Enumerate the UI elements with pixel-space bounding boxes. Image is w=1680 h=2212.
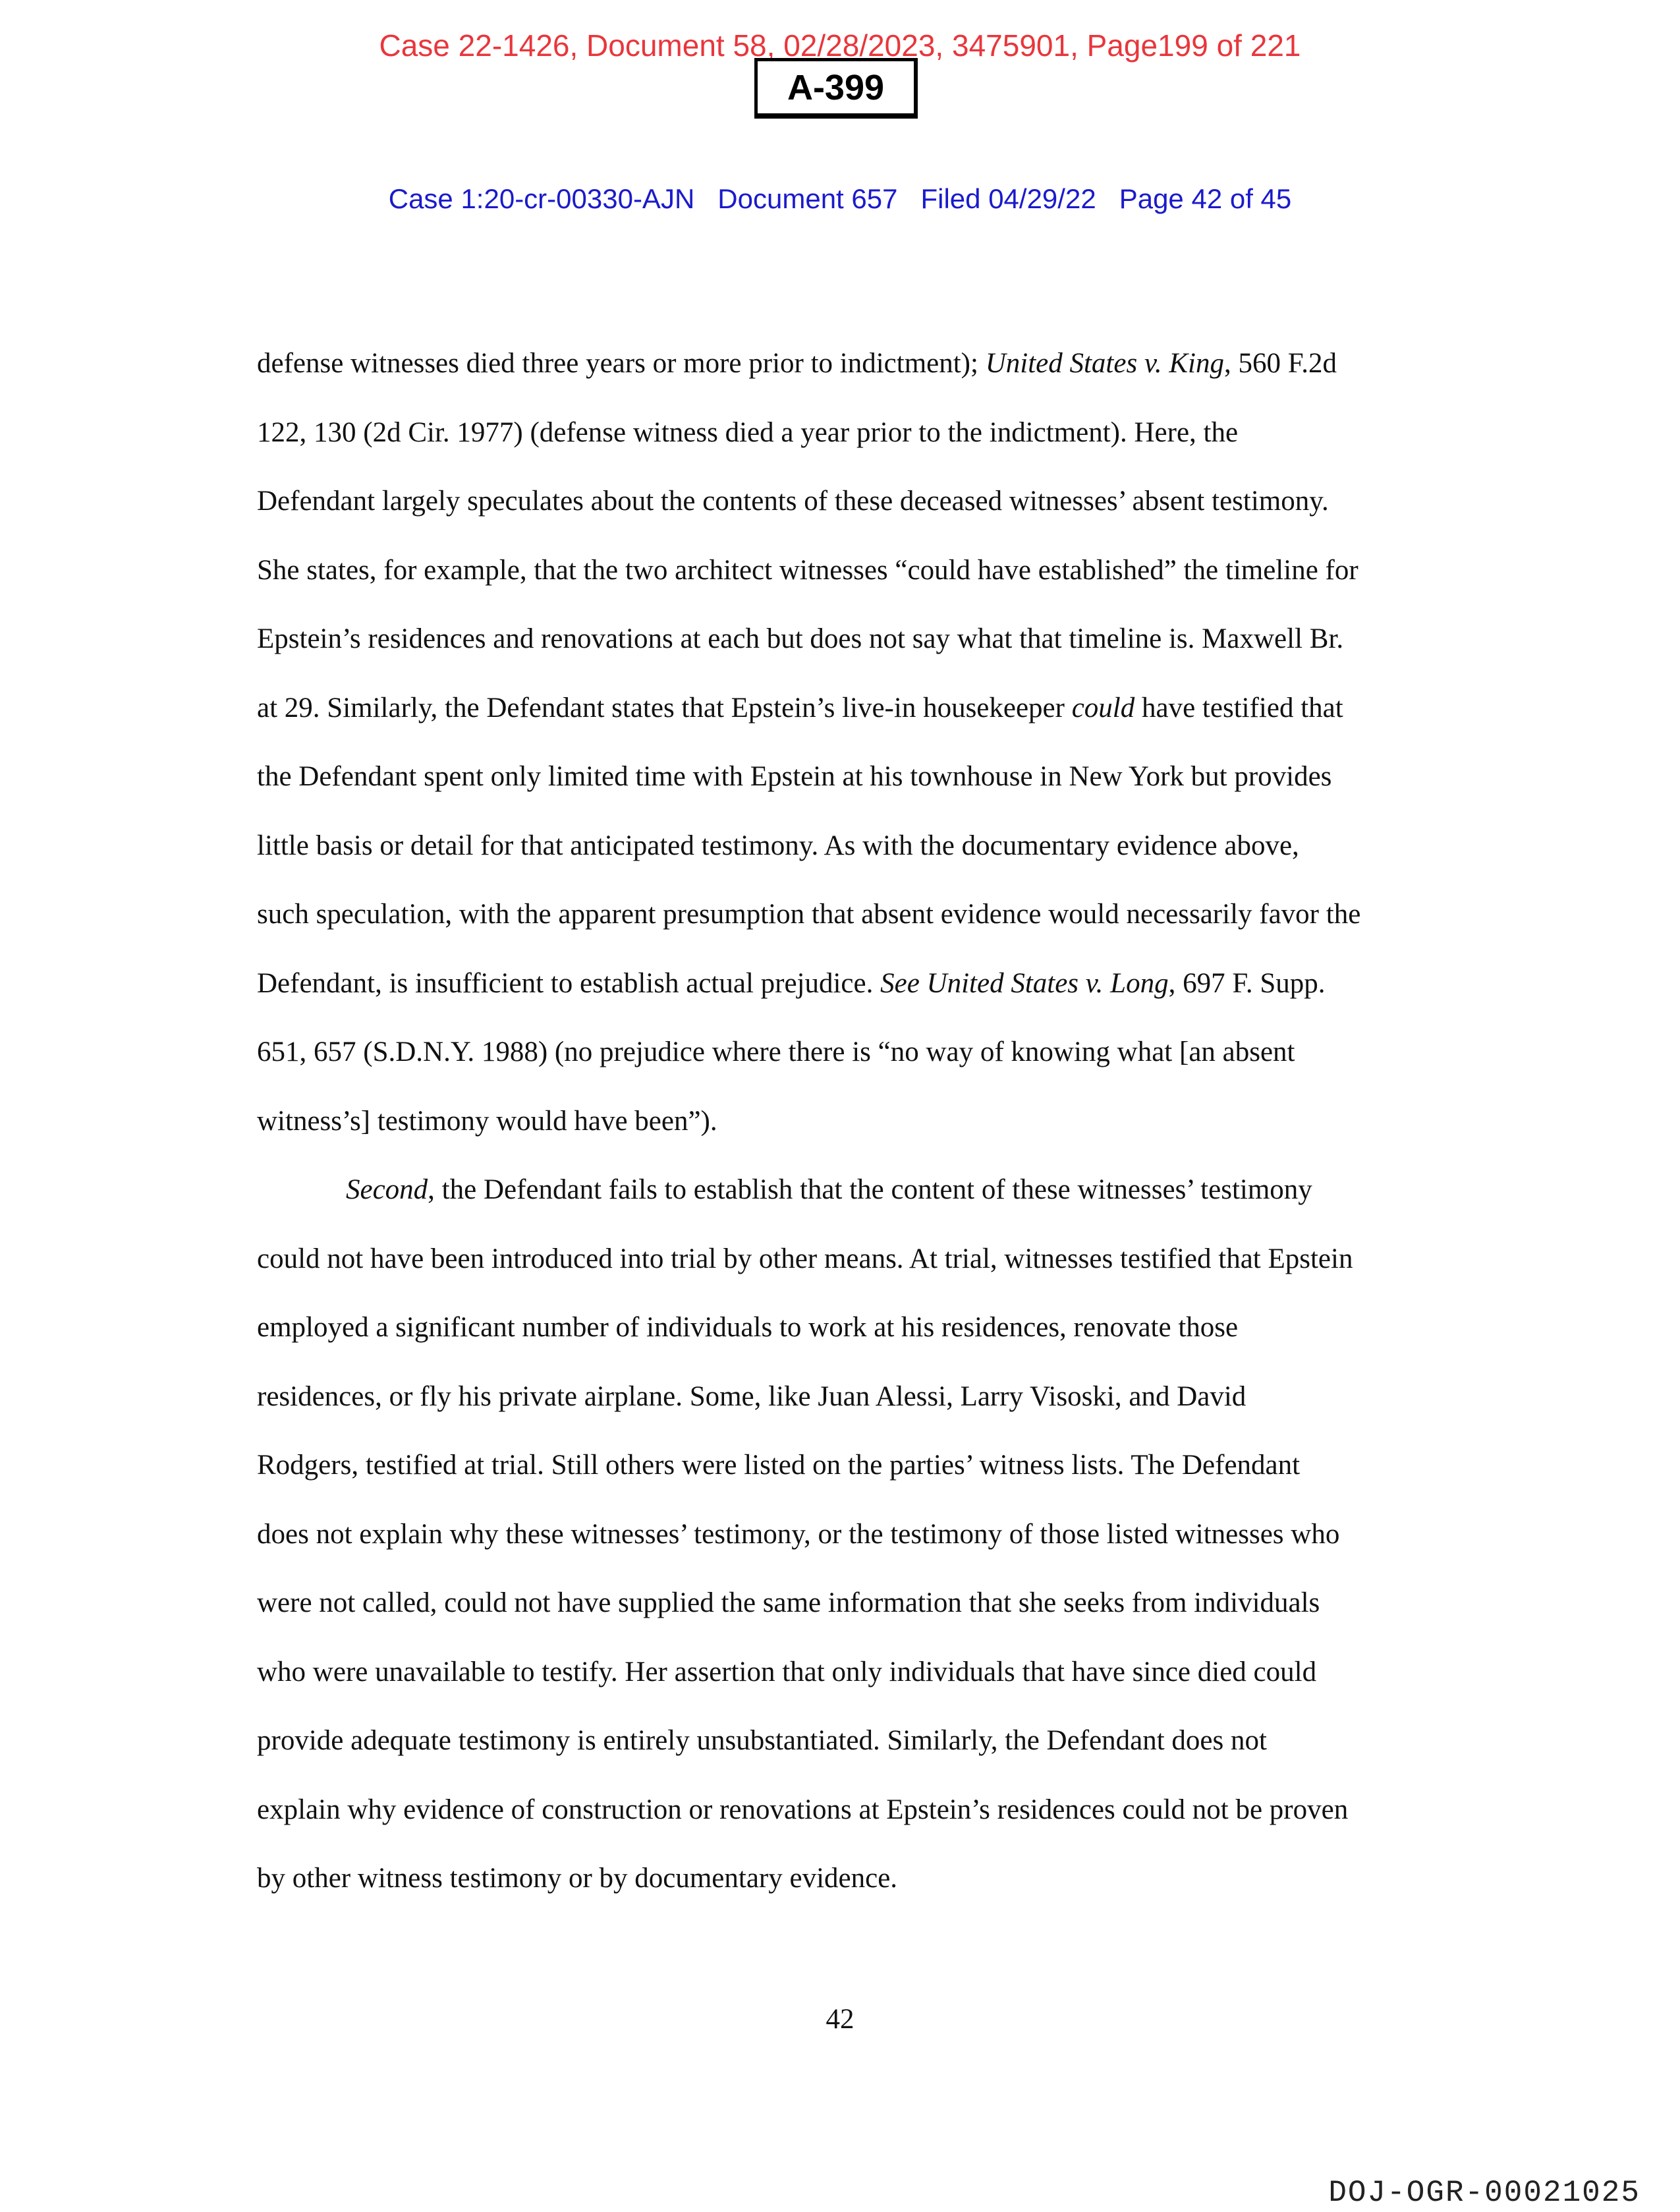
- text-line: [257, 467, 1430, 536]
- text-run: by other witness testimony or by documentary evidence.: [257, 1863, 898, 1894]
- text-line: [257, 1087, 1430, 1156]
- text-run: have testified that: [1134, 692, 1343, 723]
- text-run: who were unavailable to testify. Her assertion that only individuals that have since died could: [257, 1656, 1317, 1687]
- text-run: , 560 F.2d: [1223, 348, 1337, 379]
- page-number: 42: [826, 2004, 854, 2035]
- text-line: [257, 674, 1430, 743]
- document-body: [257, 329, 1430, 1914]
- document-number: Document 657: [717, 183, 898, 214]
- text-run: 122, 130 (2d Cir. 1977) (defense witness died a year prior to the indictment). Here, the: [257, 416, 1239, 448]
- text-line: [257, 1363, 1430, 1432]
- text-line: [257, 1431, 1430, 1500]
- text-run: witness’s] testimony would have been”).: [257, 1105, 717, 1137]
- text-line: [257, 329, 1430, 399]
- text-line: [257, 536, 1430, 606]
- text-run: provide adequate testimony is entirely unsubstantiated. Similarly, the Defendant does not: [257, 1725, 1267, 1756]
- text-run: explain why evidence of construction or renovations at Epstein’s residences could not be proven: [257, 1794, 1349, 1825]
- appellate-case-stamp: Case 22-1426, Document 58, 02/28/2023, 3475901, Page199 of 221: [379, 28, 1301, 63]
- text-run: residences, or fly his private airplane. Some, like Juan Alessi, Larry Visoski, and David: [257, 1380, 1246, 1412]
- text-line: [257, 1776, 1430, 1845]
- text-line: [257, 1156, 1430, 1225]
- text-run: She states, for example, that the two architect witnesses “could have established” the timeline for: [257, 554, 1358, 586]
- text-line: [257, 1638, 1430, 1707]
- page-of-pages: Page 42 of 45: [1119, 183, 1292, 214]
- text-line: [257, 399, 1430, 468]
- text-run: Rodgers, testified at trial. Still others were listed on the parties’ witness lists. The Defendant: [257, 1450, 1301, 1481]
- district-court-header: [0, 183, 1680, 215]
- text-run: defense witnesses died three years or more prior to indictment);: [257, 348, 986, 379]
- text-line: [257, 1500, 1430, 1570]
- bates-number: DOJ-OGR-00021025: [1328, 2176, 1640, 2210]
- case-citation-italic: could: [1071, 692, 1135, 723]
- text-run: could not have been introduced into trial by other means. At trial, witnesses testified that Epstein: [257, 1243, 1353, 1274]
- text-run: 651, 657 (S.D.N.Y. 1988) (no prejudice where there is “no way of knowing what [an absent: [257, 1036, 1295, 1067]
- text-run: Epstein’s residences and renovations at each but does not say what that timeline is. Maxwell Br.: [257, 623, 1344, 654]
- exhibit-label: A-399: [787, 67, 885, 107]
- text-run: Defendant, is insufficient to establish actual prejudice.: [257, 967, 881, 999]
- case-citation-italic: Second: [346, 1174, 428, 1205]
- text-line: [257, 743, 1430, 812]
- exhibit-label-box: [754, 58, 918, 119]
- text-line: [257, 605, 1430, 674]
- text-line: [257, 1018, 1430, 1087]
- text-run: does not explain why these witnesses’ testimony, or the testimony of those listed witnesses who: [257, 1518, 1340, 1550]
- text-line: [257, 1225, 1430, 1294]
- case-citation-italic: See United States v. Long: [880, 967, 1169, 999]
- text-run: , the Defendant fails to establish that the content of these witnesses’ testimony: [428, 1174, 1312, 1205]
- filed-date: Filed 04/29/22: [920, 183, 1096, 214]
- case-citation-italic: United States v. King: [985, 348, 1224, 379]
- text-run: the Defendant spent only limited time with Epstein at his townhouse in New York but provides: [257, 761, 1332, 792]
- text-run: Defendant largely speculates about the contents of these deceased witnesses’ absent testimony.: [257, 486, 1329, 517]
- case-number: Case 1:20-cr-00330-AJN: [388, 183, 695, 214]
- text-line: [257, 812, 1430, 881]
- text-run: were not called, could not have supplied the same information that she seeks from individuals: [257, 1587, 1320, 1618]
- text-run: little basis or detail for that anticipated testimony. As with the documentary evidence above,: [257, 830, 1299, 861]
- text-line: [257, 880, 1430, 950]
- text-line: [257, 1569, 1430, 1638]
- text-line: [257, 950, 1430, 1019]
- text-run: employed a significant number of individuals to work at his residences, renovate those: [257, 1312, 1239, 1343]
- text-line: [257, 1844, 1430, 1914]
- text-run: at 29. Similarly, the Defendant states that Epstein’s live-in housekeeper: [257, 692, 1072, 723]
- text-line: [257, 1707, 1430, 1776]
- text-run: , 697 F. Supp.: [1168, 967, 1326, 999]
- text-run: such speculation, with the apparent presumption that absent evidence would necessarily favor the: [257, 899, 1361, 930]
- text-line: [257, 1293, 1430, 1363]
